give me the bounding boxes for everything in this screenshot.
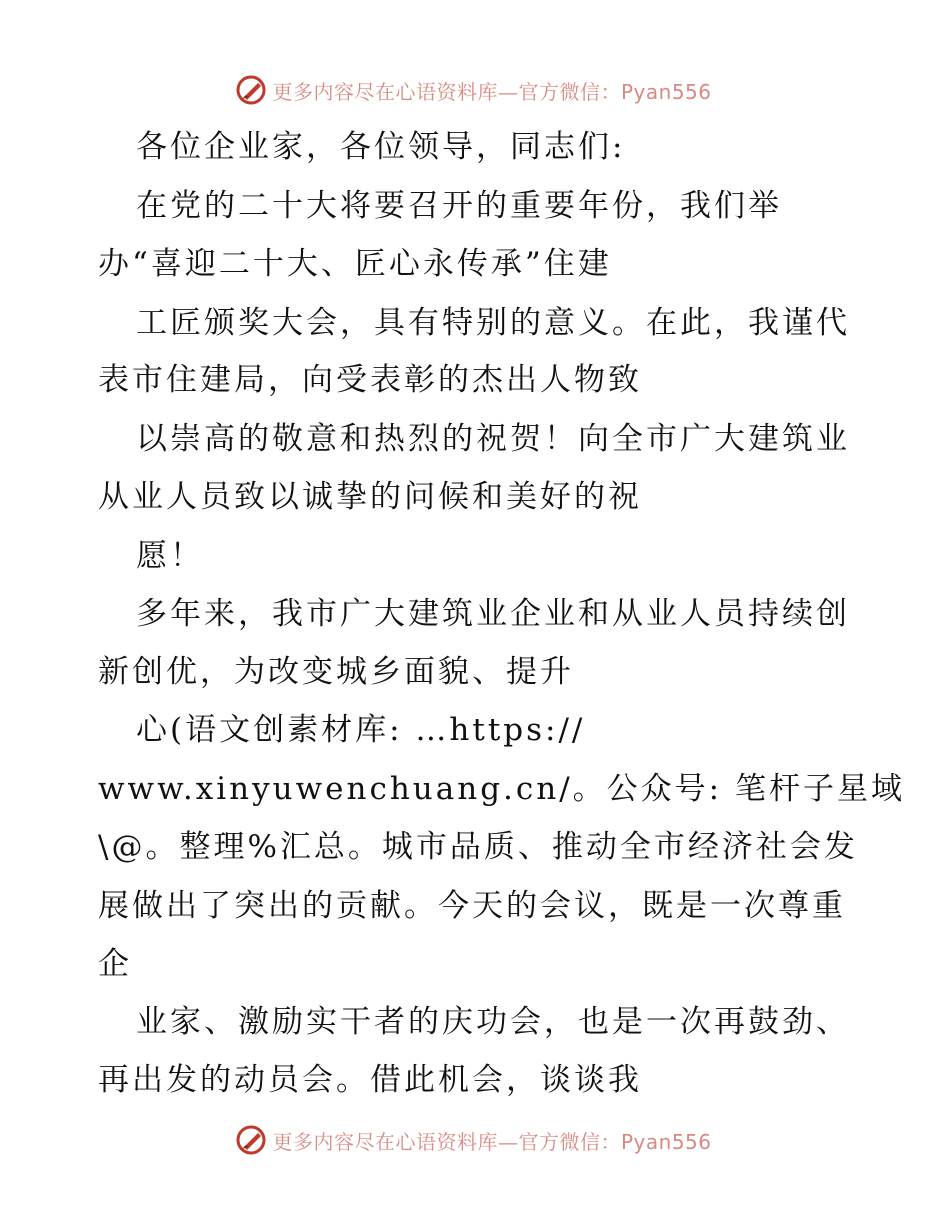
text-line: 工匠颁奖大会，具有特别的意义。在此，我谨代: [136, 305, 850, 341]
text-line: 新创优，为改变城乡面貌、提升: [98, 654, 574, 690]
header-banner-text: 更多内容尽在心语资料库—官方微信：Pyan556: [272, 79, 712, 104]
text-line: 以崇高的敬意和热烈的祝贺！向全市广大建筑业: [136, 421, 850, 457]
text-line: 表市住建局，向受表彰的杰出人物致: [98, 362, 642, 398]
footer-banner-text: 更多内容尽在心语资料库—官方微信：Pyan556: [272, 1129, 712, 1154]
text-line: 愿！: [136, 538, 204, 574]
text-line: 多年来，我市广大建筑业企业和从业人员持续创: [136, 596, 850, 632]
pen-nib-logo-icon: [234, 1123, 268, 1157]
text-line: 办“喜迎二十大、匠心永传承”住建: [98, 246, 612, 282]
text-line: 企: [98, 946, 132, 982]
text-line: 心(语文创素材库: …https://: [136, 712, 586, 748]
text-line: 从业人员致以诚挚的问候和美好的祝: [98, 479, 642, 515]
header-banner-wechat: Pyan556: [620, 79, 712, 104]
footer-banner: [0, 1120, 950, 1160]
text-line: www.xinyuwenchuang.cn/。公众号: 笔杆子星域: [98, 771, 905, 807]
text-line: 各位企业家，各位领导，同志们:: [136, 129, 626, 165]
footer-banner-wechat: Pyan556: [620, 1129, 712, 1154]
text-line: 展做出了突出的贡献。今天的会议，既是一次尊重: [98, 888, 846, 924]
text-line: \@。整理%汇总。城市品质、推动全市经济社会发: [98, 829, 858, 865]
text-line: 业家、激励实干者的庆功会，也是一次再鼓劲、: [136, 1004, 850, 1040]
text-line: 再出发的动员会。借此机会，谈谈我: [98, 1062, 642, 1098]
text-line: 在党的二十大将要召开的重要年份，我们举: [136, 188, 782, 224]
